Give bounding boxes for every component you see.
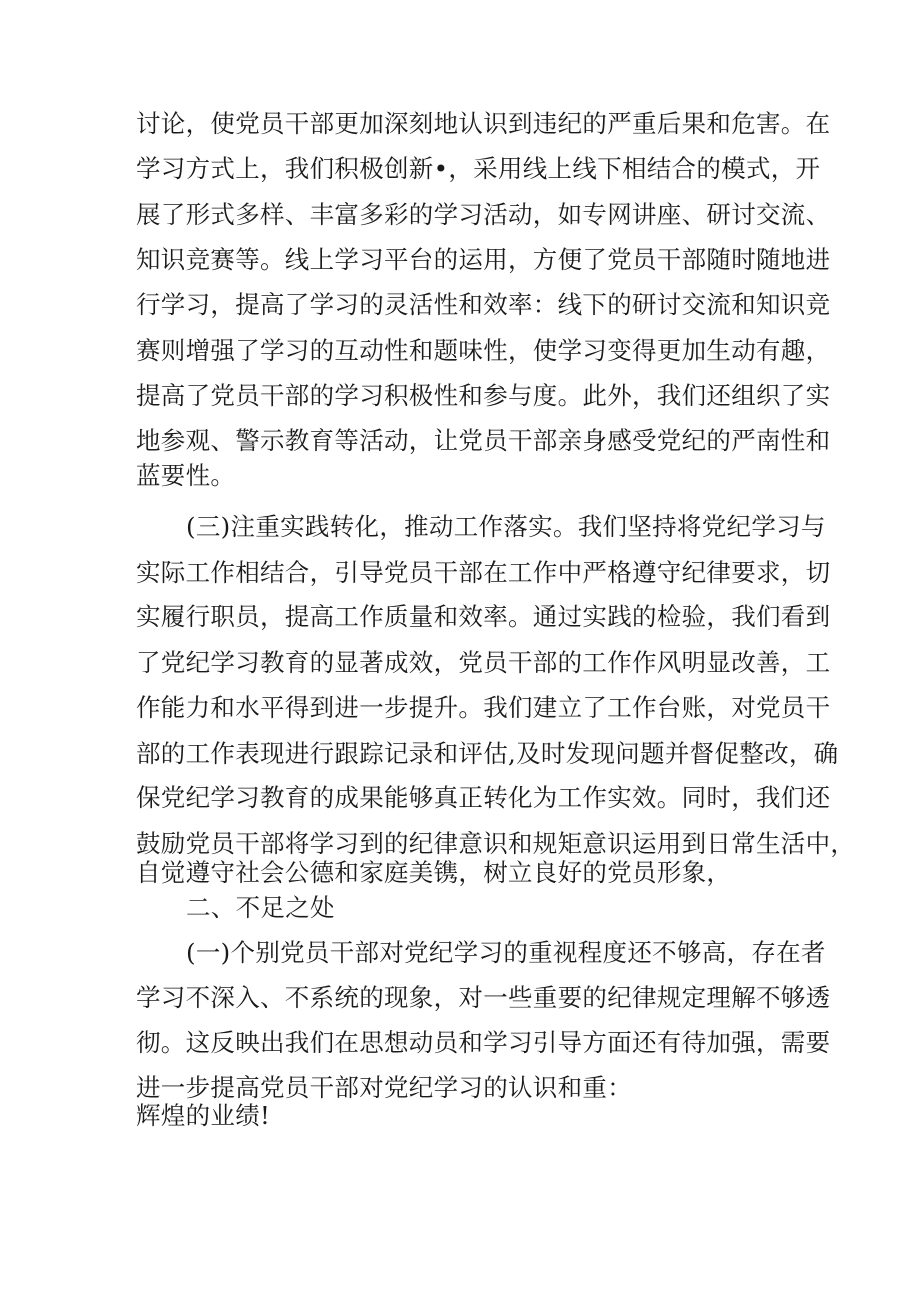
paragraph-line: 赛则增强了学习的互动性和题味性，使学习变得更加生动有趣， xyxy=(136,336,831,365)
subsection-heading-one: (一)个别党员干部对党纪学习的重视程度还不够高，存在者 xyxy=(186,938,826,967)
paragraph-line: 展了形式多样、丰富多彩的学习活动，如专网讲座、研讨交流、 xyxy=(136,200,831,229)
paragraph-line: 进一步提高党员干部对党纪学习的认识和重： xyxy=(136,1073,632,1102)
section-heading-three: (三)注重实践转化，推动工作落实。我们坚持将党纪学习与 xyxy=(186,512,826,541)
paragraph-line: 学习方式上，我们积极创新•，采用线上线下相结合的模式，开 xyxy=(136,154,821,183)
paragraph-line: 实际工作相结合，引导党员干部在工作中严格遵守纪律要求，切 xyxy=(136,558,831,587)
paragraph-line: 地参观、警示教育等活动，让党员干部亲身感受党纪的严南性和 xyxy=(136,426,831,455)
paragraph-line: 部的工作表现进行跟踪记录和评估,及时发现问题并督促整改，确 xyxy=(136,739,839,768)
section-heading-shortcomings: 二、不足之处 xyxy=(186,893,335,922)
paragraph-line: 彻。这反映出我们在思想动员和学习引导方面还有待加强，需要 xyxy=(136,1028,831,1057)
paragraph-line: 蓝要性。 xyxy=(136,461,236,490)
paragraph-line: 了党纪学习教育的显著成效，党员干部的工作作风明显改善，工 xyxy=(136,648,831,677)
paragraph-line: 行学习，提高了学习的灵活性和效率：线下的研讨交流和知识竞 xyxy=(136,290,831,319)
paragraph-line: 实履行职员，提高工作质量和效率。通过实践的检验，我们看到 xyxy=(136,602,831,631)
paragraph-line: 知识竞赛等。线上学习平台的运用，方便了党员干部随时随地进 xyxy=(136,245,831,274)
paragraph-line: 保党纪学习教育的成果能够真正转化为工作实效。同时，我们还 xyxy=(136,783,831,812)
paragraph-line: 自觉遵守社会公德和家庭美镌，树立良好的党员形象， xyxy=(136,858,732,887)
paragraph-line: 作能力和水平得到进一步提升。我们建立了工作台账，对党员干 xyxy=(136,693,831,722)
paragraph-line: 讨论，使党员干部更加深刻地认识到违纪的严重后果和危害。在 xyxy=(136,109,831,138)
paragraph-line: 学习不深入、不系统的现象，对一些重要的纪律规定理解不够透 xyxy=(136,983,831,1012)
paragraph-line: 提高了党员干部的学习积极性和参与度。此外，我们还组织了实 xyxy=(136,381,831,410)
closing-line: 辉煌的业绩! xyxy=(136,1101,271,1130)
paragraph-line: 鼓励党员干部将学习到的纪律意识和规矩意识运用到日常生活中， xyxy=(136,829,856,858)
